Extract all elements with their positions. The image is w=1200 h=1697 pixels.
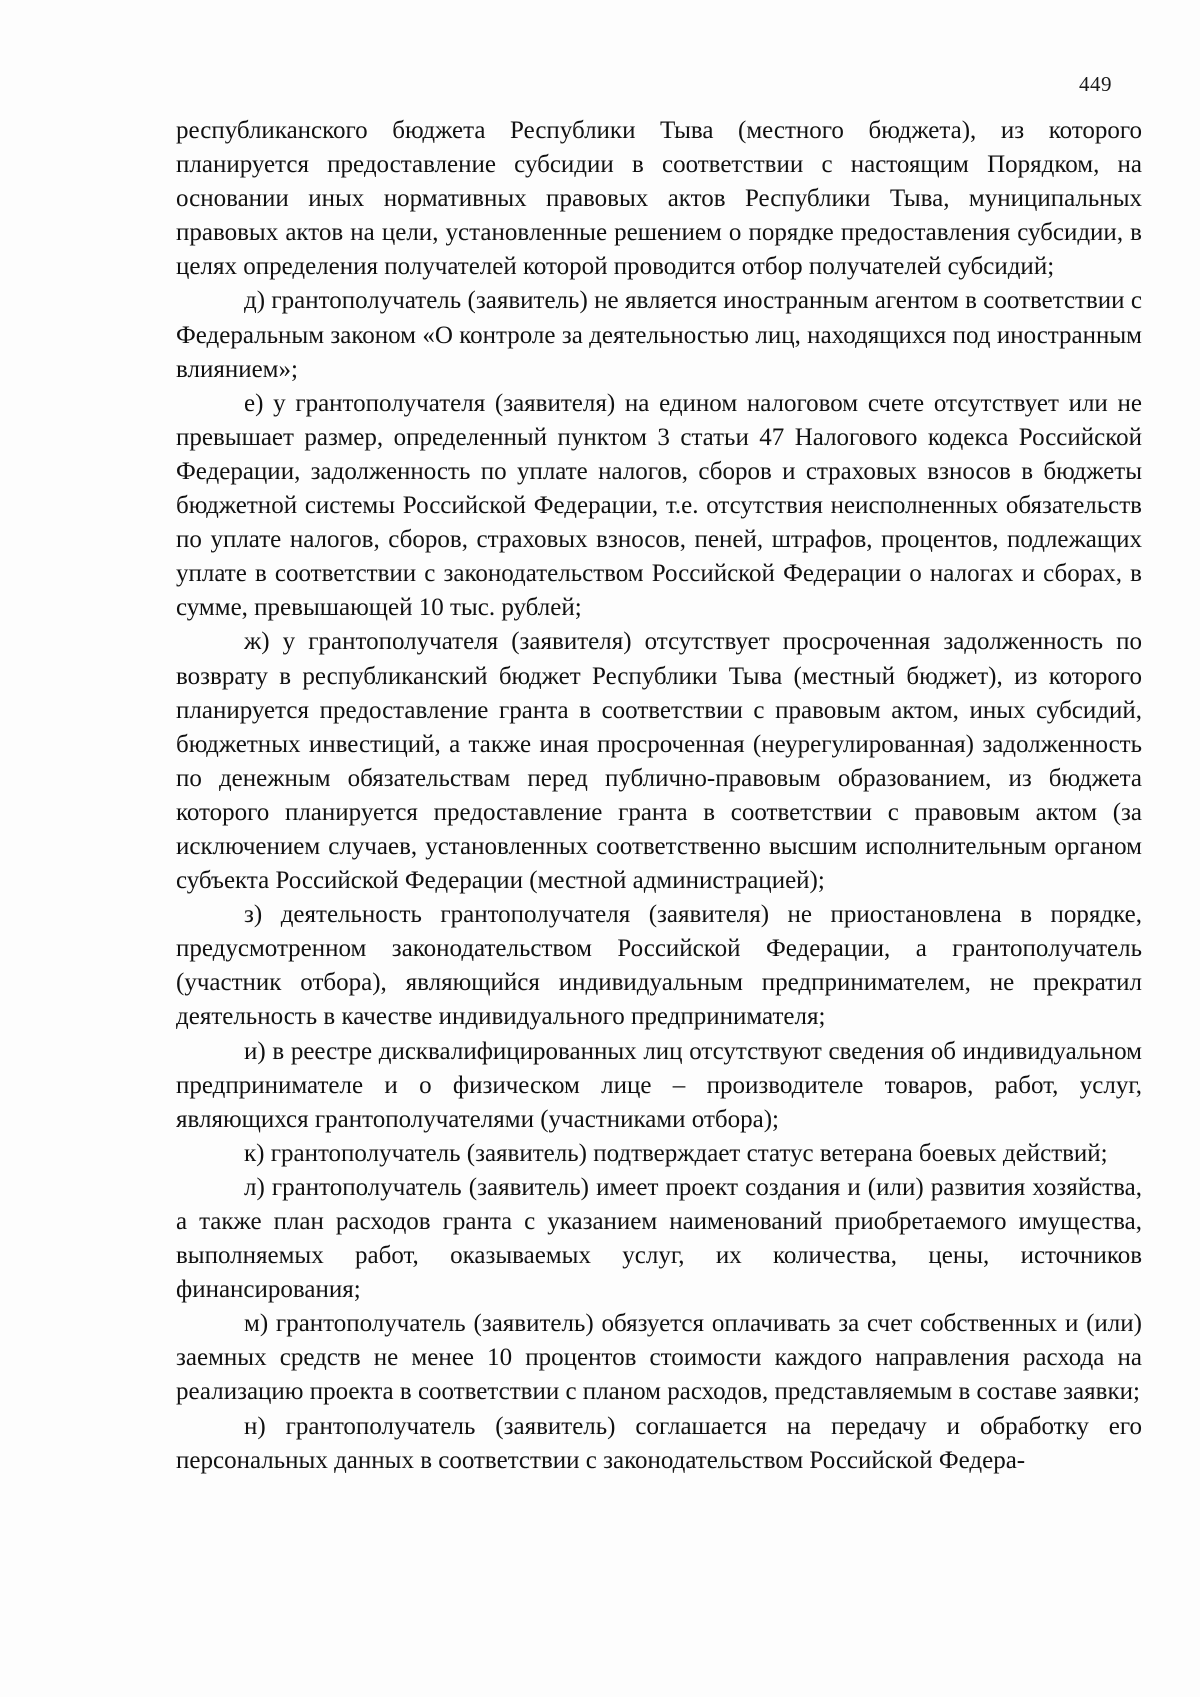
paragraph-continuation: республиканского бюджета Республики Тыва (местного бюджета), из которого планируется предоставление субсидии в соответствии с настоящим Порядком, на основании иных нормативных правовых актов Республики Тыва, муниципальных правовых актов на цели, установленные решением о порядке предоставления субсидии, в целях определения получателей которой проводится отбор получателей субсидий;: [176, 117, 1142, 281]
paragraph-item-e: е) у грантополучателя (заявителя) на едином налоговом счете отсутствует или не превышает размер, определенный пунктом 3 статьи 47 Налогового кодекса Российской Федерации, задолженность по уплате налогов, сборов и страховых взносов в бюджеты бюджетной системы Российской Федерации, т.е. отсутствия неисполненных обязательств по уплате налогов, сборов, страховых взносов, пеней, штрафов, процентов, подлежащих уплате в соответствии с законодательством Российской Федерации о налогах и сборах, в сумме, превышающей 10 тыс. рублей;: [176, 389, 1142, 622]
paragraph-item-n: н) грантополучатель (заявитель) соглашается на передачу и обработку его персональных данных в соответствии с законодательством Российской Федера-: [176, 1412, 1142, 1474]
document-body: [176, 114, 1142, 1478]
paragraph-item-m: м) грантополучатель (заявитель) обязуется оплачивать за счет собственных и (или) заемных средств не менее 10 процентов стоимости каждого направления расхода на реализацию проекта в соответствии с планом расходов, представляемым в составе заявки;: [176, 1310, 1142, 1406]
paragraph-item-z: з) деятельность грантополучателя (заявителя) не приостановлена в порядке, предусмотренном законодательством Российской Федерации, а грантополучатель (участник отбора), являющийся индивидуальным предпринимателем, не прекратил деятельность в качестве индивидуального предпринимателя;: [176, 901, 1142, 1031]
paragraph-item-k: к) грантополучатель (заявитель) подтверждает статус ветерана боевых действий;: [244, 1139, 1108, 1167]
paragraph-item-i: и) в реестре дисквалифицированных лиц отсутствуют сведения об индивидуальном предпринимателе и о физическом лице – производителе товаров, работ, услуг, являющихся грантополучателями (участниками отбора);: [176, 1037, 1142, 1133]
paragraph-item-zh: ж) у грантополучателя (заявителя) отсутствует просроченная задолженность по возврату в республиканский бюджет Республики Тыва (местный бюджет), из которого планируется предоставление гранта в соответствии с правовым актом, иных субсидий, бюджетных инвестиций, а также иная просроченная (неурегулированная) задолженность по денежным обязательствам перед публично-правовым образованием, из бюджета которого планируется предоставление гранта в соответствии с правовым актом (за исключением случаев, установленных соответственно высшим исполнительным органом субъекта Российской Федерации (местной администрацией);: [176, 628, 1142, 895]
page-number: 449: [1079, 72, 1112, 96]
paragraph-item-d: д) грантополучатель (заявитель) не является иностранным агентом в соответствии с Федеральным законом «О контроле за деятельностью лиц, находящихся под иностранным влиянием»;: [176, 287, 1142, 383]
paragraph-item-l: л) грантополучатель (заявитель) имеет проект создания и (или) развития хозяйства, а также план расходов гранта с указанием наименований приобретаемого имущества, выполняемых работ, оказываемых услуг, их количества, цены, источников финансирования;: [176, 1173, 1142, 1304]
